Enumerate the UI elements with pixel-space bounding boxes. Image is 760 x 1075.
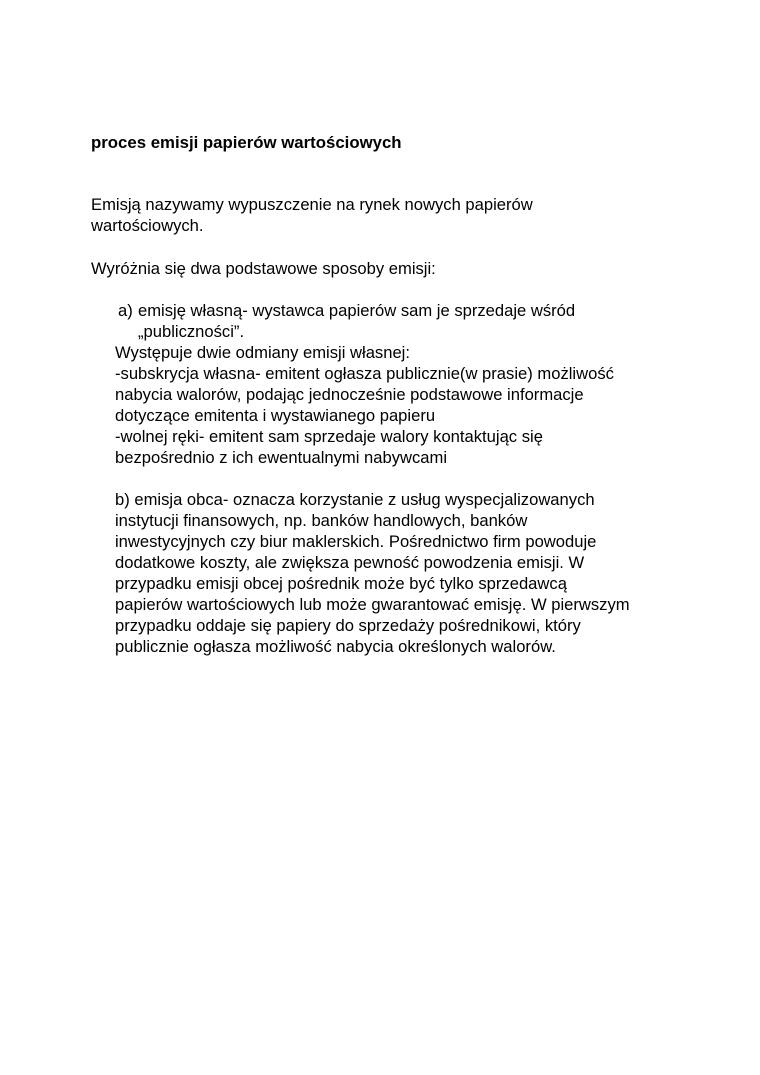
intro-line: Emisją nazywamy wypuszczenie na rynek nowych papierów <box>91 195 533 214</box>
item-a-marker: a) <box>118 301 133 320</box>
item-b-line: b) emisja obca- oznacza korzystanie z usług wyspecjalizowanych <box>115 490 595 509</box>
item-a-line: emisję własną- wystawca papierów sam je sprzedaje wśród <box>138 301 576 320</box>
item-b-line: dodatkowe koszty, ale zwiększa pewność powodzenia emisji. W <box>115 553 585 572</box>
item-b-line: publicznie ogłasza możliwość nabycia określonych walorów. <box>115 637 556 656</box>
item-a-body-line: nabycia walorów, podając jednocześnie podstawowe informacje <box>115 385 584 404</box>
item-a-body-line: -subskrycja własna- emitent ogłasza publicznie(w prasie) możliwość <box>115 364 614 383</box>
intro-line: wartościowych. <box>91 216 204 235</box>
item-a-body-line: Występuje dwie odmiany emisji własnej: <box>115 343 410 362</box>
item-b-line: instytucji finansowych, np. banków handlowych, banków <box>115 511 528 530</box>
item-a-body-line: dotyczące emitenta i wystawianego papieru <box>115 406 436 425</box>
document-title: proces emisji papierów wartościowych <box>91 133 402 152</box>
item-b-line: papierów wartościowych lub może gwarantować emisję. W pierwszym <box>115 595 630 614</box>
item-b-line: inwestycyjnych czy biur maklerskich. Pośrednictwo firm powoduje <box>115 532 597 551</box>
item-b-line: przypadku emisji obcej pośrednik może być tylko sprzedawcą <box>115 574 567 593</box>
item-a-body-line: -wolnej ręki- emitent sam sprzedaje walory kontaktując się <box>115 427 543 446</box>
item-b-line: przypadku oddaje się papiery do sprzedaży pośrednikowi, który <box>115 616 581 635</box>
item-a-line: „publiczności”. <box>138 322 245 341</box>
methods-lead: Wyróżnia się dwa podstawowe sposoby emisji: <box>91 259 436 278</box>
item-a-body-line: bezpośrednio z ich ewentualnymi nabywcami <box>115 448 448 467</box>
